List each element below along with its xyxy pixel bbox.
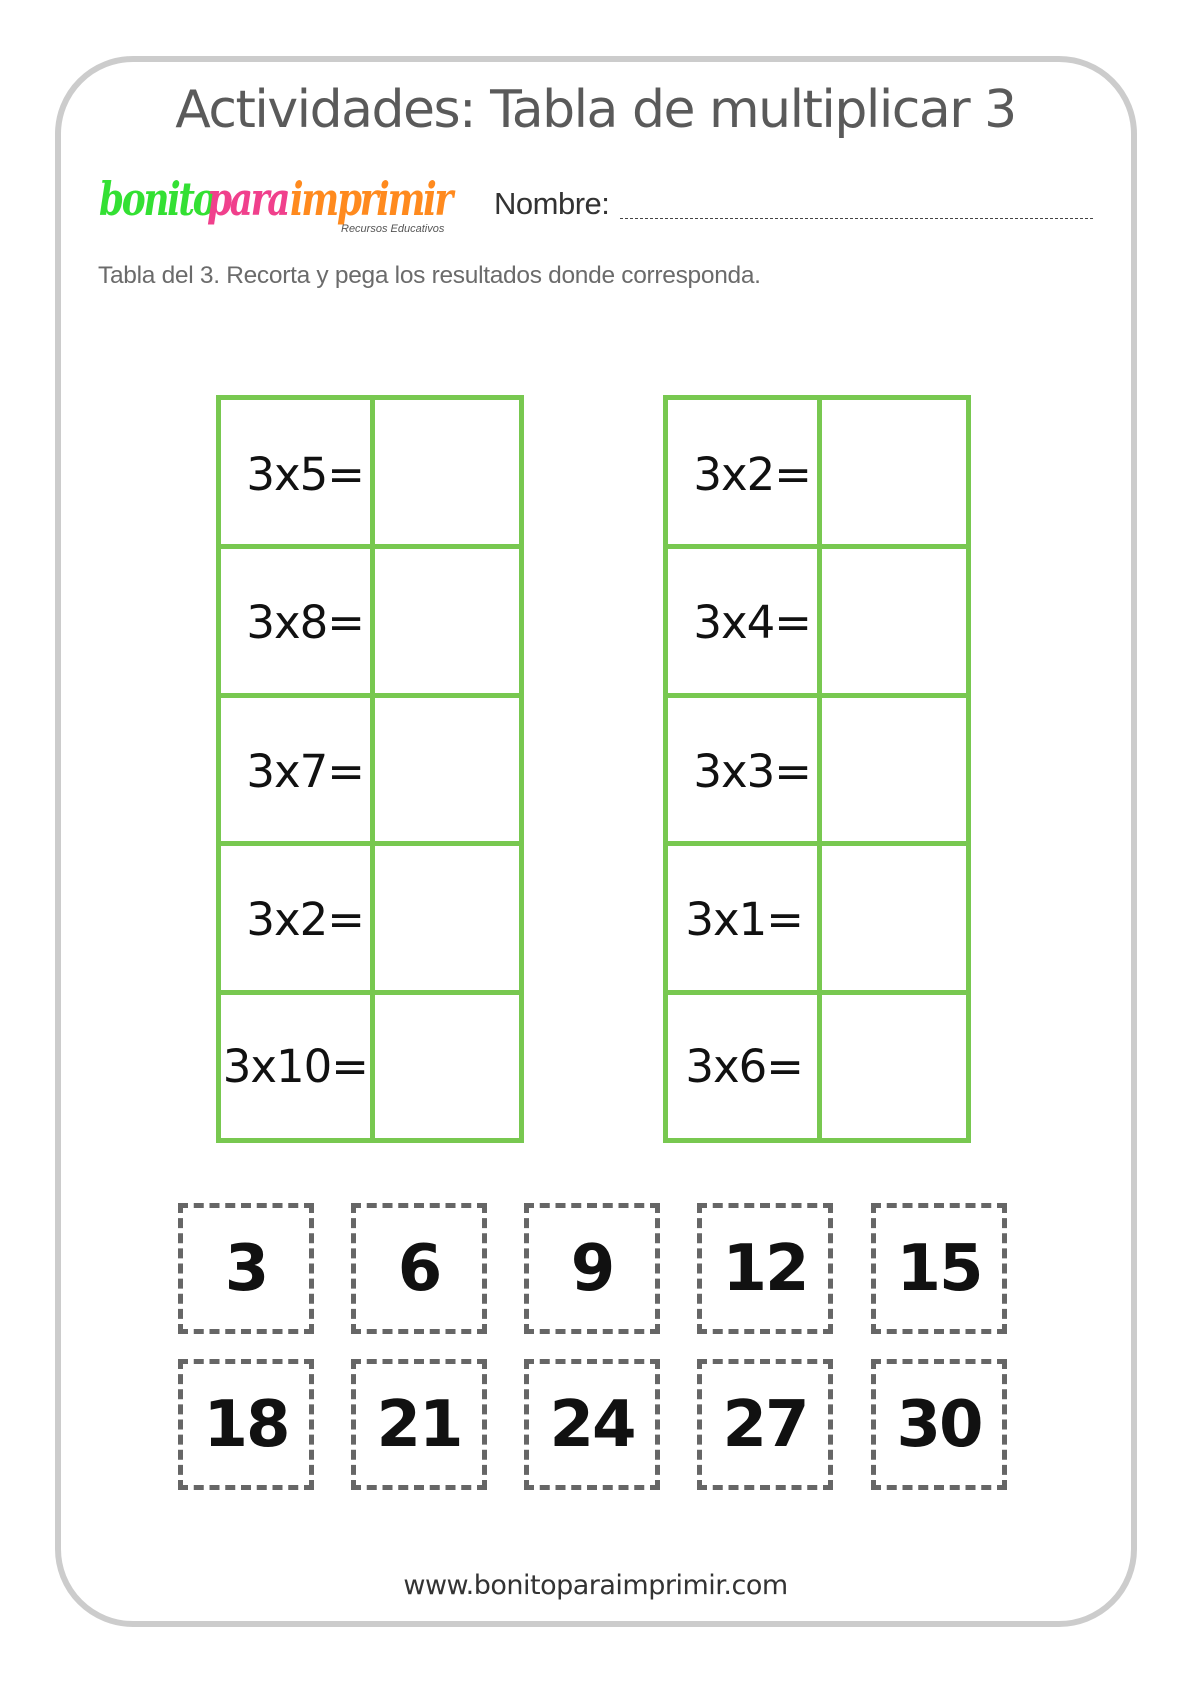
cutout-card[interactable]: 9	[524, 1203, 660, 1334]
page-title: Actividades: Tabla de multiplicar 3	[175, 80, 1016, 140]
answer-box[interactable]	[822, 846, 966, 992]
instructions: Tabla del 3. Recorta y pega los resultados donde corresponda.	[98, 262, 761, 289]
expression: 3x5=	[246, 448, 364, 501]
multiplication-table-right	[663, 395, 971, 1143]
table-row	[221, 693, 519, 844]
expression: 3x4=	[693, 595, 811, 649]
logo-part-para: para	[207, 172, 289, 226]
cutout-card[interactable]: 30	[871, 1359, 1007, 1490]
cutout-card[interactable]: 21	[351, 1359, 487, 1490]
answer-box[interactable]	[375, 400, 519, 549]
cutout-card[interactable]: 24	[524, 1359, 660, 1490]
logo-part-imprimir: imprimir	[290, 172, 451, 226]
answer-box[interactable]	[375, 698, 519, 844]
table-row	[221, 400, 519, 549]
table-row	[221, 990, 519, 1138]
expression: 3x2=	[693, 448, 811, 501]
table-row	[221, 841, 519, 992]
expression: 3x3=	[693, 744, 811, 798]
expression: 3x2=	[246, 892, 364, 946]
table-row	[668, 693, 966, 844]
table-row	[668, 841, 966, 992]
cutout-card[interactable]: 27	[697, 1359, 833, 1490]
table-row	[221, 544, 519, 695]
table-row	[668, 990, 966, 1138]
multiplication-table-left	[216, 395, 524, 1143]
logo-part-bonito: bonito	[99, 172, 215, 226]
answer-box[interactable]	[822, 995, 966, 1138]
cutout-card[interactable]: 6	[351, 1203, 487, 1334]
cutout-card[interactable]: 12	[697, 1203, 833, 1334]
cutout-card[interactable]: 15	[871, 1203, 1007, 1334]
name-label: Nombre:	[494, 186, 610, 221]
answer-box[interactable]	[375, 549, 519, 695]
answer-box[interactable]	[375, 995, 519, 1138]
table-row	[668, 400, 966, 549]
answer-box[interactable]	[822, 549, 966, 695]
cutout-card[interactable]: 3	[178, 1203, 314, 1334]
name-field[interactable]	[620, 218, 1093, 219]
expression: 3x10=	[222, 1040, 368, 1093]
expression: 3x7=	[246, 744, 364, 798]
table-row	[668, 544, 966, 695]
expression: 3x1=	[685, 892, 803, 946]
expression: 3x8=	[246, 595, 364, 649]
logo-tagline: Recursos Educativos	[341, 223, 445, 235]
answer-box[interactable]	[375, 846, 519, 992]
expression: 3x6=	[685, 1040, 803, 1093]
answer-box[interactable]	[822, 698, 966, 844]
cutout-card[interactable]: 18	[178, 1359, 314, 1490]
answer-box[interactable]	[822, 400, 966, 549]
footer-website: www.bonitoparaimprimir.com	[403, 1570, 788, 1601]
logo	[99, 172, 449, 242]
